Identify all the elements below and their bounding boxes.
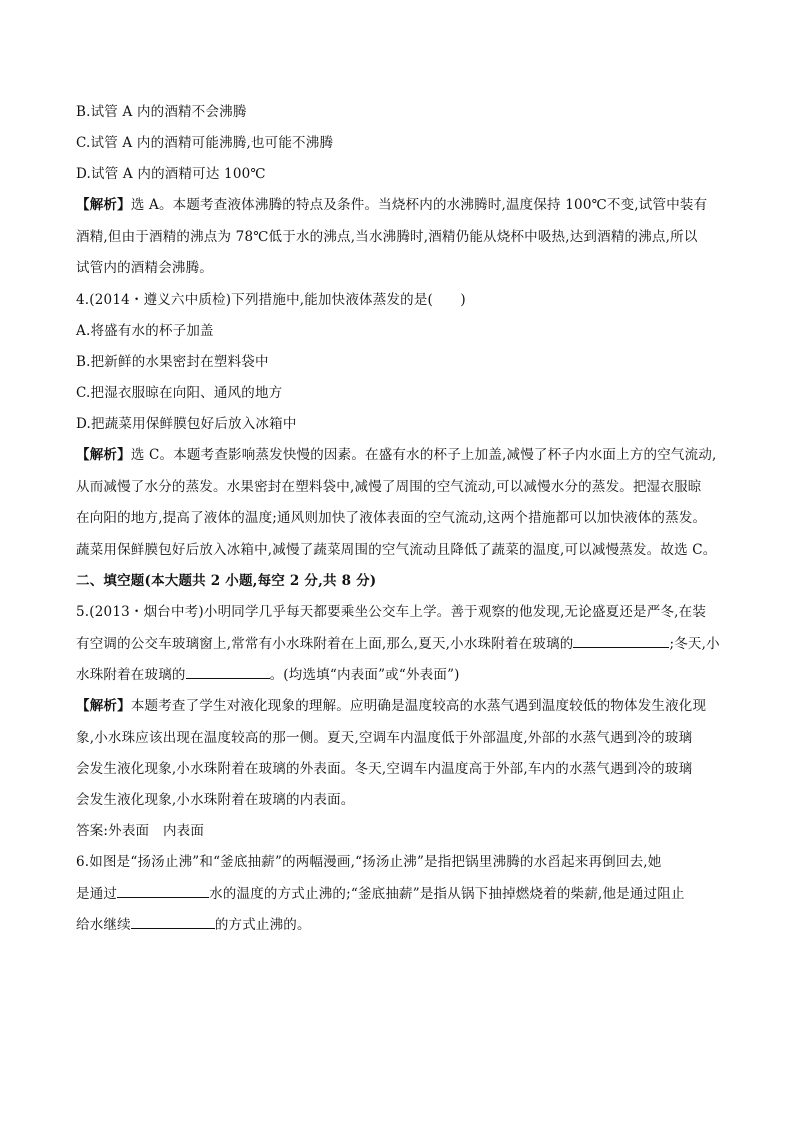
- q3-analysis-line-2: 酒精,但由于酒精的沸点为 78℃低于水的沸点,当水沸腾时,酒精仍能从烧杯中吸热,达到酒精的沸点,所以: [76, 229, 698, 245]
- q5-answer: 答案:外表面 内表面: [76, 823, 205, 839]
- q6-line-2-text: 水的温度的方式止沸的;“釜底抽薪”是指从锅下抽掉燃烧着的柴薪,他是通过阻止: [209, 886, 685, 902]
- q4-analysis-line-3: 在向阳的地方,提高了液体的温度;通风则加快了液体表面的空气流动,这两个措施都可以加快液体的蒸发。: [76, 510, 707, 526]
- q4-option-b: B.把新鲜的水果密封在塑料袋中: [76, 354, 269, 370]
- q5-analysis-line-3: 会发生液化现象,小水珠附着在玻璃的外表面。冬天,空调车内温度高于外部,车内的水蒸气遇到冷的玻璃: [76, 761, 693, 777]
- q4-analysis-line-2: 从而减慢了水分的蒸发。水果密封在塑料袋中,减慢了周围的空气流动,可以减慢水分的蒸发。把湿衣服晾: [76, 479, 702, 495]
- q5-line-2: [76, 632, 720, 652]
- q3-analysis-line-3: 试管内的酒精会沸腾。: [76, 260, 213, 276]
- answer-blank[interactable]: [131, 916, 215, 929]
- q5-line-2-tail: ;冬天,小: [669, 636, 720, 652]
- q5-analysis-line-1: [76, 694, 706, 714]
- q4-option-d: D.把蔬菜用保鲜膜包好后放入冰箱中: [76, 416, 297, 432]
- analysis-text: 选 A。本题考查液体沸腾的特点及条件。当烧杯内的水沸腾时,温度保持 100℃不变,试管中装有: [130, 197, 708, 213]
- answer-blank[interactable]: [573, 635, 669, 648]
- q4-option-c: C.把湿衣服晾在向阳、通风的地方: [76, 385, 283, 401]
- analysis-tag: 【解析】: [76, 698, 131, 714]
- q3-option-d: D.试管 A 内的酒精可达 100℃: [76, 166, 266, 182]
- q3-analysis-line-1: [76, 193, 707, 213]
- q4-stem: 4.(2014・遵义六中质检)下列措施中,能加快液体蒸发的是( ): [76, 292, 466, 308]
- q6-line-3-head: 给水继续: [76, 917, 131, 933]
- q5-line-3-text: 水珠附着在玻璃的: [76, 667, 186, 683]
- q6-line-1: 6.如图是“扬汤止沸”和“釜底抽薪”的两幅漫画,“扬汤止沸”是指把锅里沸腾的水舀起来再倒回去,她: [76, 854, 662, 870]
- analysis-tag: 【解析】: [76, 197, 131, 213]
- q5-line-3-tail: 。(均选填“内表面”或“外表面”): [269, 667, 460, 683]
- q3-option-c: C.试管 A 内的酒精可能沸腾,也可能不沸腾: [76, 135, 334, 151]
- section-heading: 二、填空题(本大题共 2 小题,每空 2 分,共 8 分): [76, 573, 377, 589]
- q6-line-2: [76, 882, 685, 902]
- q4-analysis-line-4: 蔬菜用保鲜膜包好后放入冰箱中,减慢了蔬菜周围的空气流动且降低了蔬菜的温度,可以减慢蒸发。故选 C。: [76, 542, 717, 558]
- answer-blank[interactable]: [117, 885, 209, 898]
- q5-line-2-text: 有空调的公交车玻璃窗上,常常有小水珠附着在上面,那么,夏天,小水珠附着在玻璃的: [76, 636, 574, 652]
- q6-line-3: [76, 913, 311, 933]
- q6-line-3-tail: 的方式止沸的。: [214, 917, 311, 933]
- q5-analysis-line-4: 会发生液化现象,小水珠附着在玻璃的内表面。: [76, 792, 355, 808]
- analysis-tag: 【解析】: [76, 447, 131, 463]
- q5-line-3: [76, 663, 460, 683]
- q4-analysis-line-1: [76, 443, 717, 463]
- answer-blank[interactable]: [186, 666, 270, 679]
- q4-option-a: A.将盛有水的杯子加盖: [76, 323, 214, 339]
- q6-line-2-head: 是通过: [76, 886, 118, 902]
- q5-analysis-line-2: 象,小水珠应该出现在温度较高的那一侧。夏天,空调车内温度低于外部温度,外部的水蒸气遇到冷的玻璃: [76, 730, 693, 746]
- q3-option-b: B.试管 A 内的酒精不会沸腾: [76, 104, 247, 120]
- analysis-text: 选 C。本题考查影响蒸发快慢的因素。在盛有水的杯子上加盖,减慢了杯子内水面上方的空气流动,: [130, 447, 717, 463]
- q5-line-1: 5.(2013・烟台中考)小明同学几乎每天都要乘坐公交车上学。善于观察的他发现,无论盛夏还是严冬,在装: [76, 604, 707, 620]
- analysis-text: 本题考查了学生对液化现象的理解。应明确是温度较高的水蒸气遇到温度较低的物体发生液化现: [130, 698, 707, 714]
